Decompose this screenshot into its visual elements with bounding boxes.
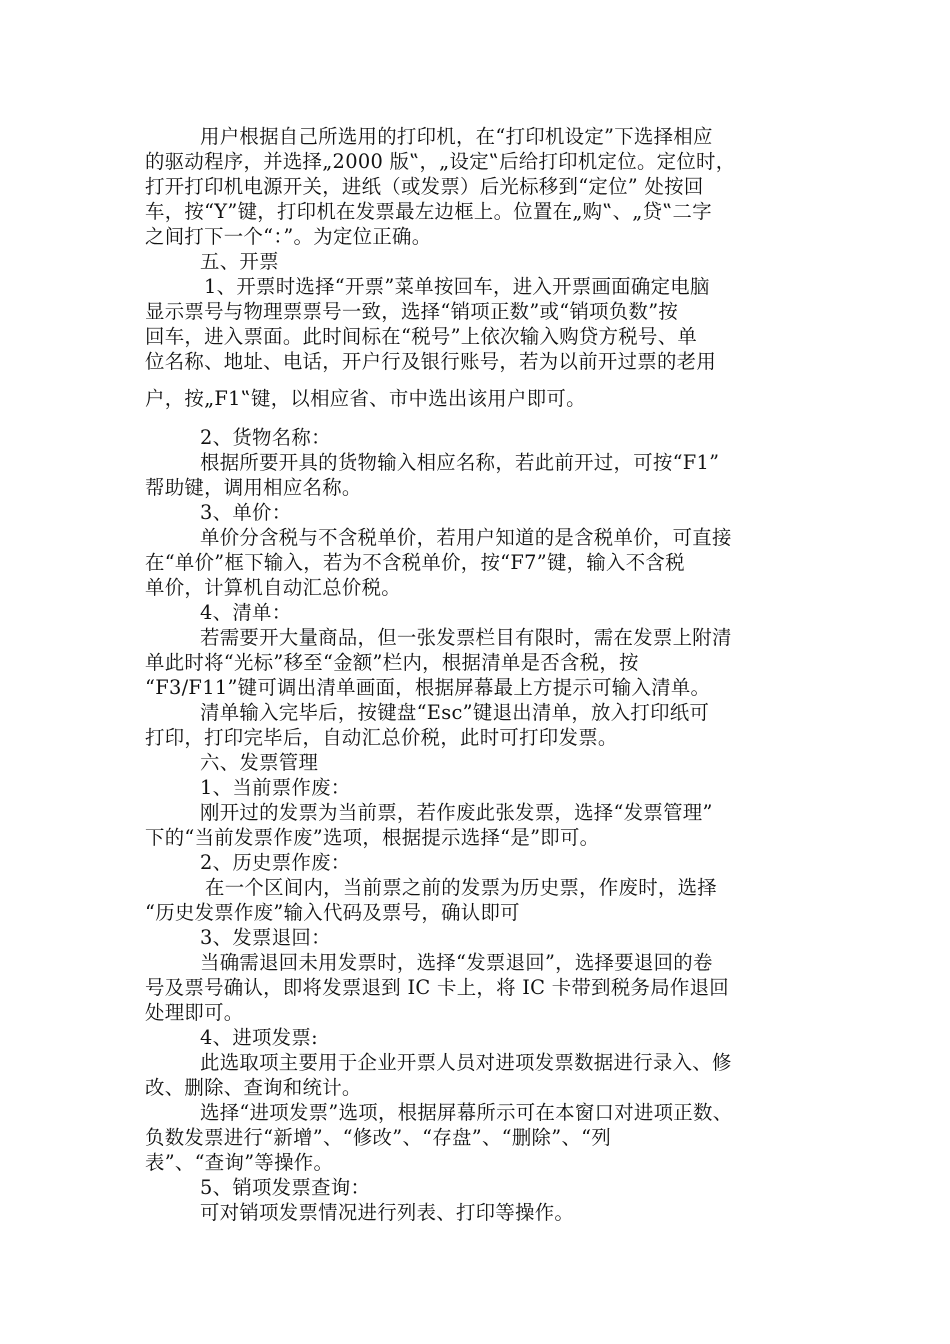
- subsection-heading: 3、单价：: [200, 501, 292, 524]
- paragraph-line: 之间打下一个“：”。为定位正确。: [145, 225, 432, 248]
- paragraph-line: 单此时将“光标”移至“金额”栏内，根据清单是否含税，按: [145, 651, 639, 674]
- paragraph-line: “历史发票作废”输入代码及票号，确认即可: [145, 901, 520, 924]
- paragraph-line: 打开打印机电源开关，进纸（或发票）后光标移到“定位” 处按回: [145, 175, 704, 198]
- paragraph-line: 处理即可。: [145, 1001, 244, 1024]
- paragraph-line: 帮助键，调用相应名称。: [145, 476, 362, 499]
- subsection-heading: 5、销项发票查询：: [200, 1176, 371, 1199]
- subsection-heading: 2、货物名称：: [200, 426, 331, 449]
- paragraph-line: 根据所要开具的货物输入相应名称，若此前开过，可按“F1”: [200, 451, 720, 474]
- subsection-heading: 3、发票退回：: [200, 926, 331, 949]
- paragraph-line: 刚开过的发票为当前票，若作废此张发票，选择“发票管理”: [200, 801, 713, 824]
- paragraph-line: 若需要开大量商品，但一张发票栏目有限时，需在发票上附清: [200, 626, 732, 649]
- paragraph-line: 1、开票时选择“开票”菜单按回车，进入开票画面确定电脑: [204, 275, 710, 298]
- paragraph-line: 号及票号确认，即将发票退到 IC 卡上，将 IC 卡带到税务局作退回: [145, 976, 730, 999]
- paragraph-line: 清单输入完毕后，按键盘“Esc”键退出清单，放入打印纸可: [200, 701, 710, 724]
- subsection-heading: 2、历史票作废：: [200, 851, 351, 874]
- paragraph-line: 户，按„F1‟键，以相应省、市中选出该用户即可。: [145, 387, 586, 410]
- subsection-heading: 1、当前票作废：: [200, 776, 351, 799]
- paragraph-line: 车，按“Y”键，打印机在发票最左边框上。位置在„购‟、„贷‟二字: [145, 200, 712, 223]
- paragraph-line: 显示票号与物理票票号一致，选择“销项正数”或“销项负数”按: [145, 300, 679, 323]
- section-heading: 六、发票管理: [200, 751, 319, 774]
- paragraph-line: 改、删除、查询和统计。: [145, 1076, 362, 1099]
- section-heading: 五、开票: [200, 250, 279, 273]
- paragraph-line: 的驱动程序，并选择„2000 版‟，„设定‟后给打印机定位。定位时，: [145, 150, 736, 173]
- paragraph-line: 选择“进项发票”选项，根据屏幕所示可在本窗口对进项正数、: [200, 1101, 733, 1124]
- paragraph-line: 当确需退回未用发票时，选择“发票退回”，选择要退回的卷: [200, 951, 713, 974]
- subsection-heading: 4、进项发票:: [200, 1026, 318, 1049]
- paragraph-line: 在“单价”框下输入，若为不含税单价，按“F7”键，输入不含税: [145, 551, 685, 574]
- paragraph-line: 单价分含税与不含税单价，若用户知道的是含税单价，可直接: [200, 526, 732, 549]
- paragraph-line: 用户根据自己所选用的打印机，在“打印机设定”下选择相应: [200, 125, 713, 148]
- subsection-heading: 4、清单：: [200, 601, 292, 624]
- paragraph-line: 负数发票进行“新增”、“修改”、“存盘”、“删除”、“列: [145, 1126, 612, 1149]
- paragraph-line: 打印，打印完毕后，自动汇总价税，此时可打印发票。: [145, 726, 618, 749]
- paragraph-line: 可对销项发票情况进行列表、打印等操作。: [200, 1201, 575, 1224]
- paragraph-line: 位名称、地址、电话，开户行及银行账号，若为以前开过票的老用: [145, 350, 717, 373]
- paragraph-line: 表”、“查询”等操作。: [145, 1151, 334, 1174]
- paragraph-line: “F3/F11”键可调出清单画面，根据屏幕最上方提示可输入清单。: [145, 676, 711, 699]
- paragraph-line: 此选取项主要用于企业开票人员对进项发票数据进行录入、修: [200, 1051, 732, 1074]
- paragraph-line: 单价，计算机自动汇总价税。: [145, 576, 401, 599]
- paragraph-line: 下的“当前发票作废”选项，根据提示选择“是”即可。: [145, 826, 600, 849]
- paragraph-line: 回车，进入票面。此时间标在“税号”上依次输入购贷方税号、单: [145, 325, 698, 348]
- paragraph-line: 在一个区间内，当前票之前的发票为历史票，作废时，选择: [205, 876, 717, 899]
